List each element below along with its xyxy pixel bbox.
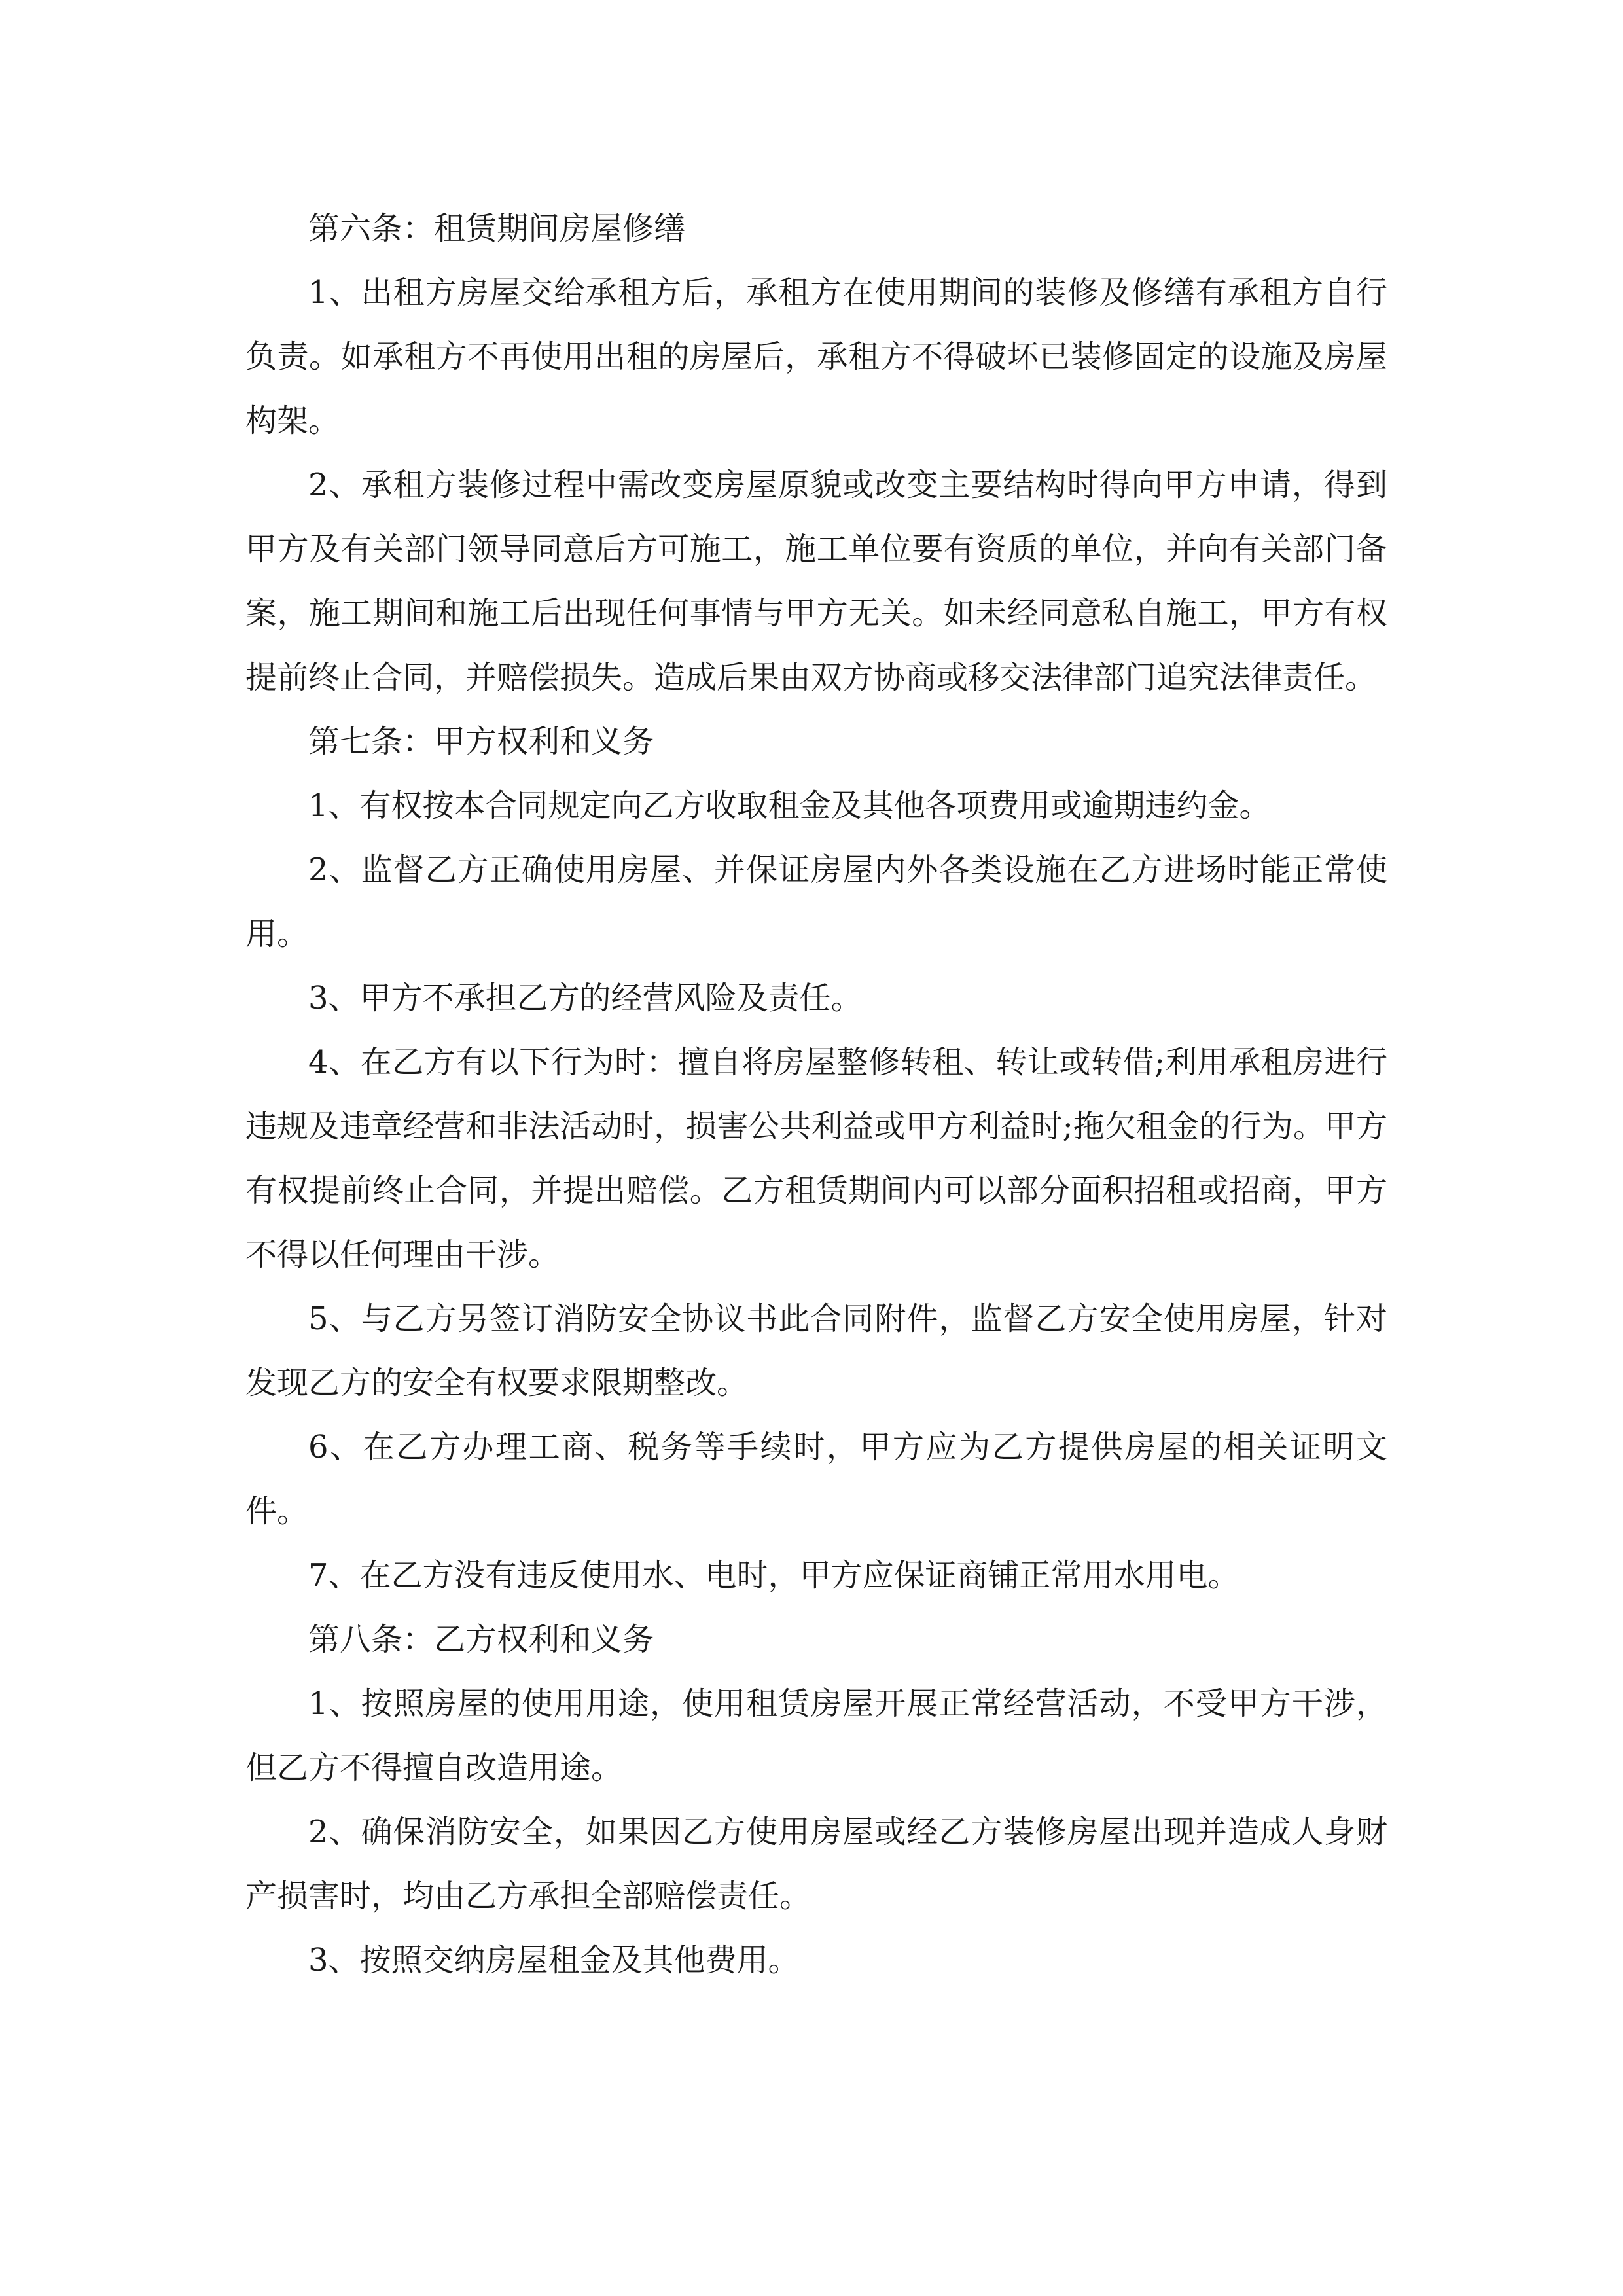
- clause-paragraph: 2、确保消防安全，如果因乙方使用房屋或经乙方装修房屋出现并造成人身财产损害时，均由乙方承担全部赔偿责任。: [245, 1814, 1387, 1914]
- clause-paragraph: 3、按照交纳房屋租金及其他费用。: [308, 1942, 800, 1979]
- clause-paragraph: 3、甲方不承担乙方的经营风险及责任。: [308, 980, 863, 1016]
- clause-paragraph: 4、在乙方有以下行为时：擅自将房屋整修转租、转让或转借;利用承租房进行违规及违章经营和非法活动时，损害公共利益或甲方利益时;拖欠租金的行为。甲方有权提前终止合同，并提出赔偿。乙方租赁期间内可以部分面积招租或招商，甲方不得以任何理由干涉。: [245, 1044, 1387, 1273]
- clause-paragraph: 1、有权按本合同规定向乙方收取租金及其他各项费用或逾期违约金。: [308, 787, 1271, 824]
- clause-paragraph: 2、承租方装修过程中需改变房屋原貌或改变主要结构时得向甲方申请，得到甲方及有关部门领导同意后方可施工，施工单位要有资质的单位，并向有关部门备案，施工期间和施工后出现任何事情与甲方无关。如未经同意私自施工，甲方有权提前终止合同，并赔偿损失。造成后果由双方协商或移交法律部门追究法律责任。: [245, 467, 1387, 696]
- clause-paragraph: 2、监督乙方正确使用房屋、并保证房屋内外各类设施在乙方进场时能正常使用。: [245, 852, 1387, 952]
- clause-paragraph: 1、按照房屋的使用用途，使用租赁房屋开展正常经营活动，不受甲方干涉，但乙方不得擅自改造用途。: [245, 1685, 1387, 1786]
- clause-paragraph: 7、在乙方没有违反使用水、电时，甲方应保证商铺正常用水用电。: [308, 1557, 1240, 1594]
- section-heading: 第七条：甲方权利和义务: [308, 723, 654, 760]
- section-heading: 第六条：租赁期间房屋修缮: [308, 210, 686, 247]
- clause-paragraph: 1、出租方房屋交给承租方后，承租方在使用期间的装修及修缮有承租方自行负责。如承租方不再使用出租的房屋后，承租方不得破坏已装修固定的设施及房屋构架。: [245, 274, 1387, 439]
- document-body: [245, 196, 1387, 1992]
- clause-paragraph: 6、在乙方办理工商、税务等手续时，甲方应为乙方提供房屋的相关证明文件。: [245, 1429, 1387, 1530]
- section-heading: 第八条：乙方权利和义务: [308, 1621, 654, 1658]
- clause-paragraph: 5、与乙方另签订消防安全协议书此合同附件，监督乙方安全使用房屋，针对发现乙方的安全有权要求限期整改。: [245, 1300, 1387, 1401]
